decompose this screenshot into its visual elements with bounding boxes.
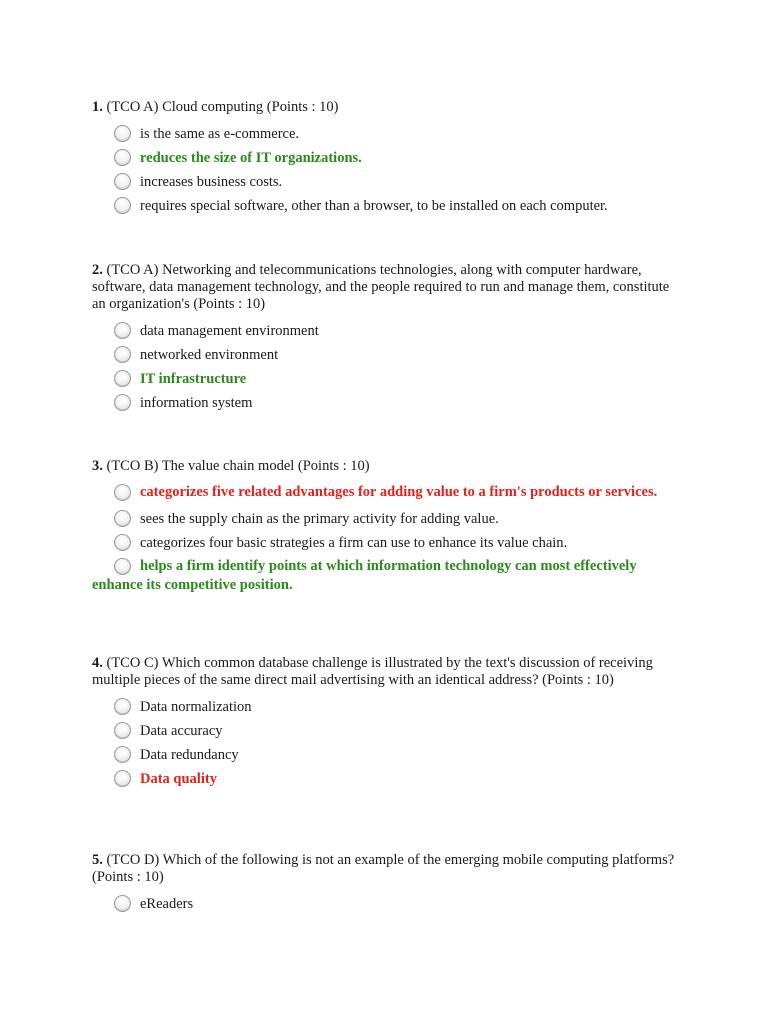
answer-option[interactable]: [92, 892, 682, 916]
answer-label: Data redundancy: [140, 747, 239, 763]
question-3-text: [92, 458, 682, 475]
answer-option[interactable]: [92, 481, 682, 505]
radio-button-icon[interactable]: [114, 394, 131, 411]
answer-option[interactable]: [92, 767, 682, 791]
answer-label: requires special software, other than a browser, to be installed on each computer.: [140, 198, 608, 214]
answer-option[interactable]: [92, 343, 682, 367]
answer-option[interactable]: [92, 194, 682, 218]
question-5-text: [92, 852, 682, 886]
question-number: 5.: [92, 852, 103, 868]
question-number: 1.: [92, 99, 103, 115]
radio-button-icon[interactable]: [114, 746, 131, 763]
radio-button-icon[interactable]: [114, 173, 131, 190]
answer-label: networked environment: [140, 347, 279, 363]
answer-label: categorizes four basic strategies a firm can use to enhance its value chain.: [140, 535, 568, 551]
answer-label: Data accuracy: [140, 723, 223, 739]
answer-option[interactable]: [92, 367, 682, 391]
question-5: [92, 852, 682, 916]
radio-button-icon[interactable]: [114, 558, 131, 575]
answer-option[interactable]: [92, 695, 682, 719]
radio-button-icon[interactable]: [114, 510, 131, 527]
answer-label-wrong: categorizes five related advantages for adding value to a firm's products or services.: [140, 484, 658, 500]
radio-button-icon[interactable]: [114, 346, 131, 363]
question-1: [92, 99, 682, 218]
radio-button-icon[interactable]: [114, 770, 131, 787]
radio-button-icon[interactable]: [114, 534, 131, 551]
question-4-text: [92, 655, 682, 689]
answer-label: is the same as e-commerce.: [140, 126, 300, 142]
radio-button-icon[interactable]: [114, 484, 131, 501]
radio-button-icon[interactable]: [114, 197, 131, 214]
question-prompt: (TCO D) Which of the following is not an example of the emerging mobile computing platforms? (Points : 10): [92, 852, 675, 885]
question-prompt: (TCO C) Which common database challenge is illustrated by the text's discussion of receiving multiple pieces of the same direct mail advertising with an identical address? (Points : 10): [92, 655, 653, 688]
answer-label-correct: reduces the size of IT organizations.: [140, 150, 362, 166]
answer-label: Data normalization: [140, 699, 252, 715]
radio-button-icon[interactable]: [114, 322, 131, 339]
question-number: 4.: [92, 655, 103, 671]
radio-button-icon[interactable]: [114, 722, 131, 739]
answer-option[interactable]: [92, 743, 682, 767]
radio-button-icon[interactable]: [114, 698, 131, 715]
question-1-text: [92, 99, 682, 116]
radio-button-icon[interactable]: [114, 370, 131, 387]
answer-label: sees the supply chain as the primary activity for adding value.: [140, 511, 499, 527]
question-prompt: (TCO A) Cloud computing (Points : 10): [106, 99, 339, 115]
answer-option[interactable]: [92, 391, 682, 415]
question-prompt: (TCO A) Networking and telecommunications technologies, along with computer hardware, software, data management technology, and the people required to run and manage them, constitute an organization's (Points : 10): [92, 262, 670, 312]
answer-label: data management environment: [140, 323, 319, 339]
answer-label-wrong: Data quality: [140, 771, 217, 787]
answer-option[interactable]: [92, 507, 682, 531]
radio-button-icon[interactable]: [114, 895, 131, 912]
answer-option[interactable]: [92, 319, 682, 343]
answer-option[interactable]: [92, 122, 682, 146]
question-4: [92, 655, 682, 791]
answer-label-correct: IT infrastructure: [140, 371, 247, 387]
question-number: 2.: [92, 262, 103, 278]
answer-option[interactable]: [92, 531, 682, 555]
radio-button-icon[interactable]: [114, 125, 131, 142]
answer-option[interactable]: [92, 146, 682, 170]
question-2-text: [92, 262, 682, 313]
answer-option[interactable]: [92, 555, 682, 595]
question-prompt: (TCO B) The value chain model (Points : 10): [106, 458, 370, 474]
question-2: [92, 262, 682, 415]
answer-label-correct: helps a firm identify points at which information technology can most effectively enhance its competitive position.: [92, 558, 637, 593]
answer-option[interactable]: [92, 719, 682, 743]
answer-label: information system: [140, 395, 253, 411]
answer-option[interactable]: [92, 170, 682, 194]
radio-button-icon[interactable]: [114, 149, 131, 166]
answer-label: eReaders: [140, 896, 194, 912]
question-number: 3.: [92, 458, 103, 474]
answer-label: increases business costs.: [140, 174, 283, 190]
question-3: [92, 458, 682, 595]
